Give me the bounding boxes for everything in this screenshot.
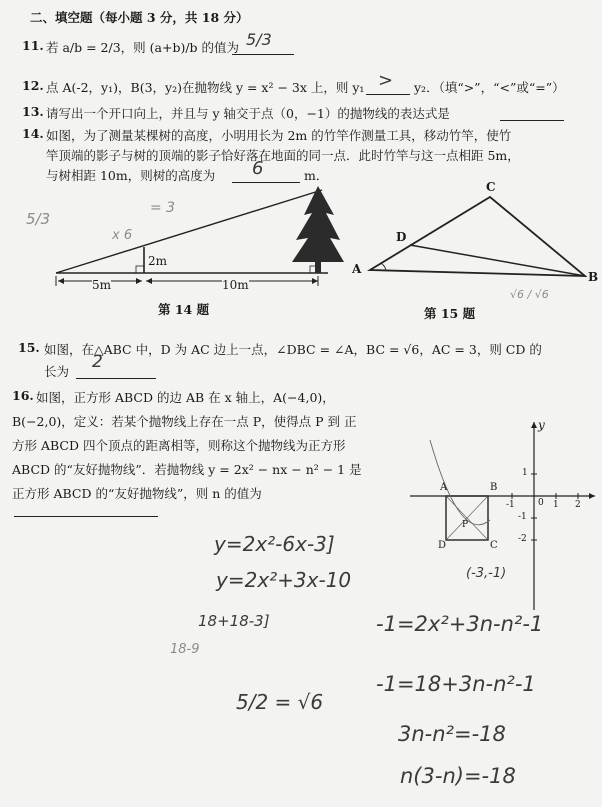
q16-line2: B(−2,0)，定义：若某个抛物线上存在一点 P，使得点 P 到 正	[12, 414, 357, 429]
q11-text: 若 a/b = 2/3，则 (a+b)/b 的值为	[46, 40, 240, 55]
fig15-caption: 第 15 题	[424, 306, 476, 321]
fig16-tick-y-neg2: -2	[518, 534, 527, 544]
fig16-label-y: y	[538, 418, 545, 432]
hand-equation-4: n(3-n)=-18	[400, 764, 516, 788]
section-heading: 二、填空题（每小题 3 分，共 18 分）	[30, 10, 249, 25]
fig16-label-origin: 0	[538, 498, 544, 508]
q12-text: 点 A(-2，y₁)，B(3，y₂)在抛物线 y = x² − 3x 上，则 y₁	[46, 80, 365, 95]
q14-number: 14.	[22, 126, 44, 141]
fig16-tick-x-2: 2	[575, 500, 581, 510]
q11-handwritten-answer: 5/3	[246, 30, 272, 49]
hand-side-note: 5/2 = √6	[236, 690, 324, 714]
hand-equation-1: -1=2x²+3n-n²-1	[376, 612, 544, 636]
q14-line2: 竿顶端的影子与树的顶端的影子恰好落在地面的同一点．此时竹竿与这一点相距 5m，	[46, 148, 520, 163]
fig16-tick-y-1: 1	[522, 468, 528, 478]
hand-note-fig15: √6 / √6	[510, 288, 549, 301]
fig16-tick-x-1: 1	[553, 500, 559, 510]
q12-handwritten-answer: >	[378, 70, 394, 91]
q16-line4: ABCD 的“友好抛物线”．若抛物线 y = 2x² − nx − n² − 1 是	[12, 462, 362, 477]
fig16-label-c: C	[490, 540, 498, 551]
q15-number: 15.	[18, 340, 40, 355]
fig15-label-a: A	[352, 262, 362, 276]
q14-line3: 与树相距 10m，则树的高度为	[46, 168, 216, 183]
hand-equation-2: -1=18+3n-n²-1	[376, 672, 536, 696]
q13-number: 13.	[22, 104, 44, 119]
q15-handwritten-answer: 2	[92, 352, 103, 372]
fig16-label-b: B	[490, 482, 498, 493]
q12-tail: y₂．（填“>”，“<”或“=”）	[414, 80, 565, 95]
q16-line5: 正方形 ABCD 的“友好抛物线”，则 n 的值为	[12, 486, 262, 501]
q14-handwritten-answer: 6	[252, 158, 264, 179]
q16-line3: 方形 ABCD 四个顶点的距离相等，则称这个抛物线为正方形	[12, 438, 346, 453]
fig16-label-d: D	[438, 540, 447, 551]
q11-number: 11.	[22, 38, 44, 53]
hand-note-fig14-b: = 3	[150, 200, 176, 216]
q14-line1: 如图，为了测量某棵树的高度，小明用长为 2m 的竹竿作测量工具，移动竹竿，使竹	[46, 128, 512, 143]
hand-work-line1: y=2x²-6x-3]	[214, 532, 335, 556]
fig16-tick-y-neg1: -1	[518, 512, 527, 522]
fig15-label-d: D	[396, 230, 407, 244]
hand-note-fig14-c: x 6	[112, 228, 133, 243]
q14-unit: m．	[304, 168, 329, 183]
fig14-pole-label: 2m	[148, 254, 168, 268]
fig16-label-a: A	[440, 482, 448, 493]
hand-note-point: (-3,-1)	[466, 566, 507, 581]
fig14-caption: 第 14 题	[158, 302, 210, 317]
hand-work-line3: 18+18-3]	[198, 612, 270, 630]
fig14-seg1-label: 5m	[92, 278, 112, 292]
fig16-label-p: P	[462, 520, 469, 530]
fig15-label-b: B	[588, 270, 599, 284]
q16-line1: 如图，正方形 ABCD 的边 AB 在 x 轴上，A(−4,0)，	[36, 390, 335, 405]
q16-number: 16.	[12, 388, 34, 403]
q15-line1: 如图，在△ABC 中，D 为 AC 边上一点，∠DBC = ∠A，BC = √6，AC = 3，则 CD 的	[44, 342, 542, 357]
hand-work-line4: 18-9	[170, 642, 200, 657]
q13-text: 请写出一个开口向上，并且与 y 轴交于点（0，−1）的抛物线的表达式是	[46, 106, 450, 121]
fig16-tick-x-neg1: -1	[506, 500, 515, 510]
fig14-seg2-label: 10m	[222, 278, 249, 292]
hand-note-fig14-a: 5/3	[26, 210, 51, 228]
fig15-label-c: C	[486, 180, 496, 194]
q12-number: 12.	[22, 78, 44, 93]
q15-line2: 长为	[44, 364, 70, 379]
hand-work-line2: y=2x²+3x-10	[216, 568, 352, 592]
hand-equation-3: 3n-n²=-18	[398, 722, 506, 746]
